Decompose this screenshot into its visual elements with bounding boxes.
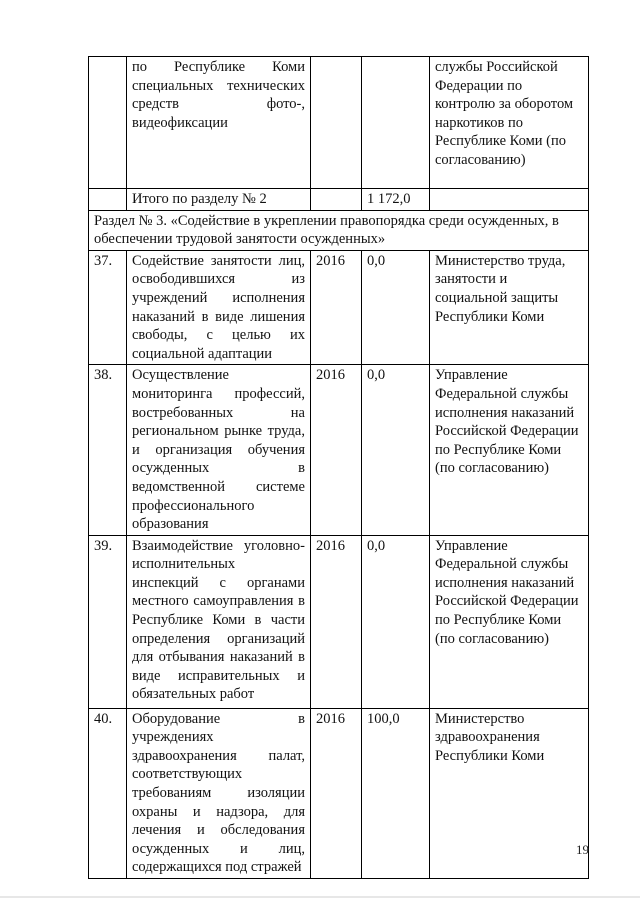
activity-description: по Республике Коми специальных технических средств фото-, видеофиксации — [127, 57, 311, 189]
responsible-executor: Министерство здравоохранения Республики Коми — [430, 708, 589, 878]
activity-description: Взаимодействие уголовно-исполнительных инспекций с органами местного самоуправления в Республике Коми в части определения организаций для отбывания наказаний в виде исправительных и обязательных работ — [127, 535, 311, 708]
subtotal-amount: 1 172,0 — [362, 189, 430, 211]
table-row — [89, 535, 589, 708]
subtotal-label: Итого по разделу № 2 — [127, 189, 311, 211]
number-cell — [89, 189, 127, 211]
row-year: 2016 — [311, 365, 362, 535]
activity-description: Содействие занятости лиц, освободившихся из учреждений исполнения наказаний в виде лишения свободы, с целью их социальной адаптации — [127, 250, 311, 365]
continuation-row — [89, 57, 589, 189]
row-year: 2016 — [311, 250, 362, 365]
row-amount: 100,0 — [362, 708, 430, 878]
row-amount: 0,0 — [362, 250, 430, 365]
responsible-executor: Министерство труда, занятости и социальной защиты Республики Коми — [430, 250, 589, 365]
activity-description: Осуществление мониторинга профессий, востребованных на региональном рынке труда, и организация обучения осужденных в ведомственной системе профессионального образования — [127, 365, 311, 535]
number-cell — [89, 57, 127, 189]
row-year: 2016 — [311, 535, 362, 708]
row-amount: 0,0 — [362, 365, 430, 535]
page-number: 19 — [576, 842, 589, 857]
responsible-executor — [430, 189, 589, 211]
section-header: Раздел № 3. «Содействие в укреплении правопорядка среди осужденных, в обеспечении трудовой занятости осужденных» — [89, 210, 589, 250]
row-year: 2016 — [311, 708, 362, 878]
row-number: 37. — [89, 250, 127, 365]
responsible-executor: Управление Федеральной службы исполнения наказаний Российской Федерации по Республике Коми (по согласованию) — [430, 365, 589, 535]
year-cell — [311, 57, 362, 189]
amount-cell — [362, 57, 430, 189]
scan-edge-divider — [0, 896, 640, 898]
row-amount: 0,0 — [362, 535, 430, 708]
responsible-executor: Управление Федеральной службы исполнения наказаний Российской Федерации по Республике Коми (по согласованию) — [430, 535, 589, 708]
row-number: 38. — [89, 365, 127, 535]
table-row — [89, 365, 589, 535]
responsible-executor: службы Российской Федерации по контролю за оборотом наркотиков по Республике Коми (по согласованию) — [430, 57, 589, 189]
program-activities-table — [88, 56, 589, 879]
table-row — [89, 250, 589, 365]
row-number: 40. — [89, 708, 127, 878]
year-cell — [311, 189, 362, 211]
section-header-row — [89, 210, 589, 250]
table-row — [89, 708, 589, 878]
row-number: 39. — [89, 535, 127, 708]
activity-description: Оборудование в учреждениях здравоохранения палат, соответствующих требованиям изоляции охраны и надзора, для лечения и обследования осужденных и лиц, содержащихся под стражей — [127, 708, 311, 878]
subtotal-row — [89, 189, 589, 211]
